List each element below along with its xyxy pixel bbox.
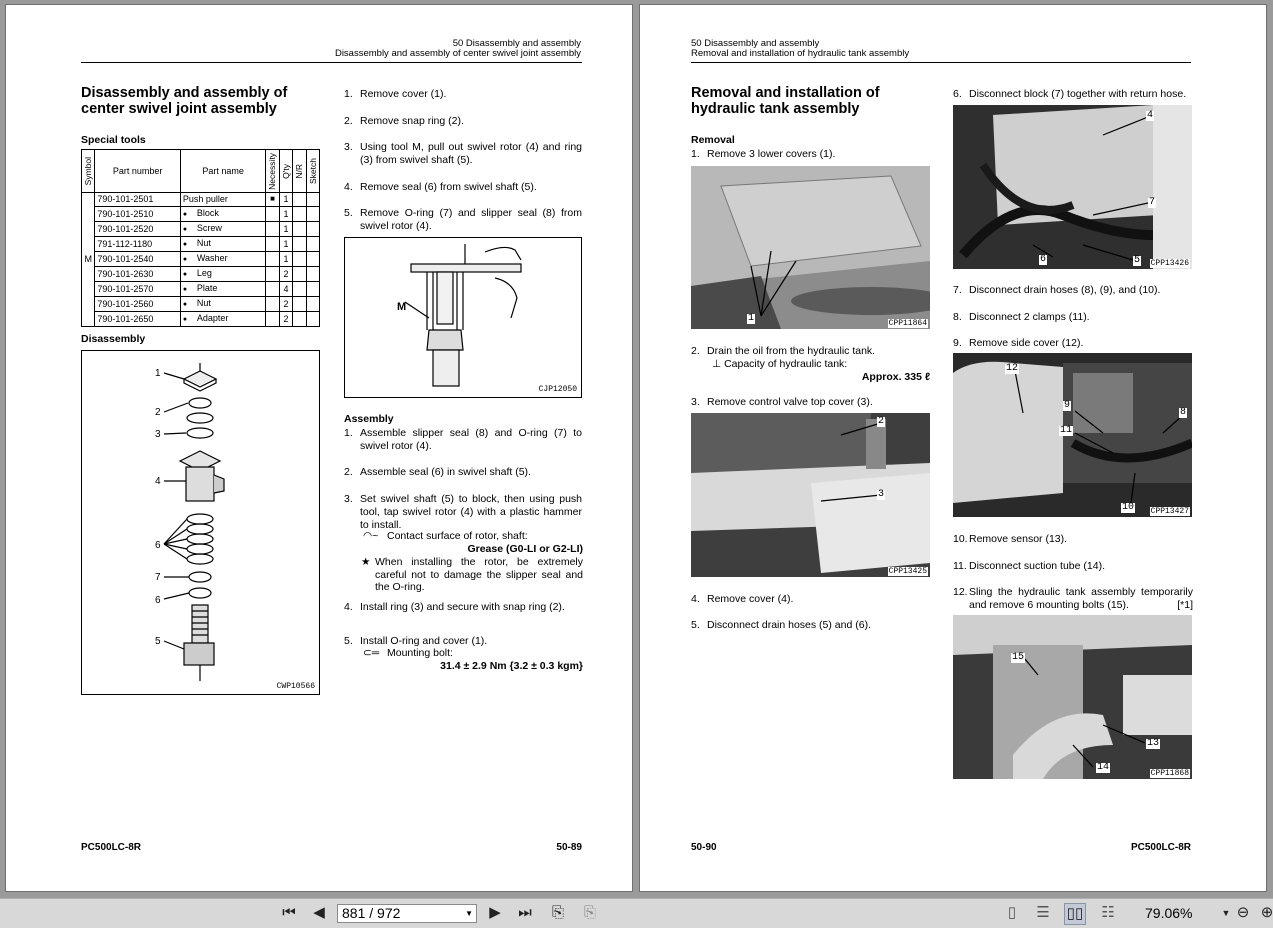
col-necessity: Necessity: [267, 152, 278, 190]
photo-code: CPP11868: [1150, 769, 1189, 778]
part-number-cell: 790-101-2510: [95, 206, 181, 221]
step-text: Remove 3 lower covers (1).: [707, 148, 836, 160]
assembly-step-item: [344, 601, 582, 614]
table-row: [82, 221, 320, 236]
first-page-icon[interactable]: ⏮: [282, 904, 296, 921]
table-row: [82, 236, 320, 251]
necessity-cell: [266, 221, 279, 236]
viewer-toolbar: [0, 898, 1273, 928]
nr-cell: [293, 281, 306, 296]
qty-cell: 1: [279, 193, 292, 207]
exploded-label: 6: [155, 595, 161, 606]
exploded-label: 3: [155, 429, 161, 440]
necessity-cell: [266, 236, 279, 251]
removal-heading: Removal: [691, 134, 735, 146]
step-text: Remove snap ring (2).: [360, 115, 464, 127]
photo-code: CPP13425: [888, 567, 927, 576]
zoom-dropdown-icon[interactable]: ▼: [1221, 908, 1231, 918]
necessity-cell: [266, 281, 279, 296]
left-page: [5, 4, 633, 892]
sketch-cell: [306, 311, 319, 326]
photo-control-valve-cover: [691, 413, 930, 577]
step-text: Remove sensor (13).: [969, 533, 1068, 545]
exploded-view-drawing: [82, 351, 319, 694]
part-number-cell: 790-101-2520: [95, 221, 181, 236]
part-name: Push puller: [182, 194, 228, 205]
nr-cell: [293, 221, 306, 236]
bullet-icon: ●: [182, 285, 188, 293]
footer-model: PC500LC-8R: [81, 842, 142, 853]
exploded-label: 7: [155, 572, 161, 583]
step-text: Remove O-ring (7) and slipper seal (8) from swivel rotor (4).: [360, 207, 582, 232]
bullet-icon: ●: [182, 255, 188, 263]
photo-label: 3: [878, 489, 885, 500]
step-text: Disconnect block (7) together with return hose.: [969, 88, 1187, 100]
sketch-cell: [306, 193, 319, 207]
go-forward-icon[interactable]: ⎘: [583, 904, 596, 921]
step-number: 5.: [344, 207, 353, 219]
qty-cell: 1: [279, 236, 292, 251]
table-row: [82, 266, 320, 281]
photo-label: 11: [1060, 425, 1073, 436]
step-text: Assemble slipper seal (8) and O-ring (7) to swivel rotor (4).: [360, 427, 582, 452]
step-number: 8.: [953, 311, 962, 323]
part-name-cell: [180, 206, 266, 221]
photo-label: 13: [1147, 738, 1160, 749]
photo-label: 15: [1012, 652, 1025, 663]
photo-side-cover: [953, 353, 1192, 517]
step-number: 5.: [344, 635, 353, 647]
exploded-label: 1: [155, 368, 161, 379]
footer-page-number: 50-89: [556, 842, 582, 853]
grease-icon: ◠~: [363, 530, 379, 542]
sketch-cell: [306, 251, 319, 266]
col-part-number: Part number: [95, 150, 181, 193]
photo-drawing: [691, 166, 930, 329]
sketch-cell: [306, 236, 319, 251]
part-number-cell: 791-112-1180: [95, 236, 181, 251]
photo-label: 2: [878, 416, 885, 427]
next-page-icon[interactable]: ▶: [489, 904, 501, 921]
assembly-step-item: [344, 427, 582, 453]
symbol-cell: M: [82, 193, 95, 327]
capacity-text: Capacity of hydraulic tank:: [724, 358, 848, 370]
header-line: 50 Disassembly and assembly: [691, 38, 820, 49]
header-line: Removal and installation of hydraulic tank assembly: [691, 48, 910, 59]
two-page-continuous-icon[interactable]: ☷: [1101, 904, 1115, 921]
part-name-cell: [180, 266, 266, 281]
photo-label: 9: [1064, 400, 1071, 411]
puller-drawing: [345, 238, 581, 397]
part-number-cell: 790-101-2630: [95, 266, 181, 281]
qty-cell: 1: [279, 206, 292, 221]
table-row: [82, 206, 320, 221]
qty-cell: 1: [279, 221, 292, 236]
assembly-step-item: [344, 493, 582, 532]
step-number: 5.: [691, 619, 700, 631]
header-rule: [81, 62, 582, 63]
sketch-cell: [306, 221, 319, 236]
step-number: 7.: [953, 284, 962, 296]
part-name-cell: [180, 193, 266, 207]
step-text: Using tool M, pull out swivel rotor (4) and ring (3) from swivel shaft (5).: [360, 141, 582, 166]
step-text: Drain the oil from the hydraulic tank.: [707, 345, 876, 357]
page-number-input[interactable]: [337, 904, 477, 923]
necessity-cell: [266, 206, 279, 221]
part-name: Block: [196, 207, 219, 218]
step-text: Disconnect suction tube (14).: [969, 560, 1105, 572]
step-number: 1.: [344, 427, 353, 439]
step-item: [344, 207, 582, 233]
qty-cell: 2: [279, 311, 292, 326]
capacity-value: Approx. 335 ℓ: [861, 371, 930, 383]
wrench-icon: ⊂═: [363, 647, 380, 659]
part-name-cell: [180, 221, 266, 236]
figure-code: CWP10566: [276, 682, 315, 691]
page-title: [81, 85, 287, 117]
exploded-view-figure: [81, 350, 320, 695]
go-back-icon[interactable]: ⎘: [551, 904, 564, 921]
nr-cell: [293, 193, 306, 207]
photo-label: 6: [1040, 254, 1047, 265]
part-name-cell: [180, 251, 266, 266]
puller-figure: [344, 237, 582, 398]
qty-cell: 2: [279, 266, 292, 281]
table-row: [82, 311, 320, 326]
necessity-cell: [266, 311, 279, 326]
step-number: 10.: [953, 533, 968, 545]
nr-cell: [293, 311, 306, 326]
table-header-row: [82, 150, 320, 193]
exploded-label: 5: [155, 636, 161, 647]
zoom-level[interactable]: 79.06%: [1145, 905, 1193, 921]
exploded-label: 2: [155, 407, 161, 418]
col-symbol: Symbol: [83, 156, 93, 186]
assembly-step-item: [344, 466, 582, 479]
step-number: 4.: [691, 593, 700, 605]
special-tools-heading: Special tools: [81, 134, 146, 146]
step-text: Install ring (3) and secure with snap ring (2).: [360, 601, 565, 613]
step-number: 2.: [691, 345, 700, 357]
step-number: 6.: [953, 88, 962, 100]
step-number: 2.: [344, 115, 353, 127]
part-number-cell: 790-101-2540: [95, 251, 181, 266]
header-line: 50 Disassembly and assembly: [452, 38, 581, 49]
torque-note: [363, 647, 583, 673]
tool-label: M: [397, 301, 407, 313]
step-reference: [*1]: [1177, 599, 1193, 611]
special-tools-table: [81, 149, 320, 327]
photo-label: 10: [1122, 502, 1135, 513]
title-line: hydraulic tank assembly: [691, 101, 860, 117]
assembly-heading: Assembly: [344, 413, 394, 425]
photo-drawing: [953, 615, 1192, 779]
part-name-cell: [180, 296, 266, 311]
step-item: [344, 141, 582, 167]
table-row: [82, 193, 320, 207]
photo-drawing: [691, 413, 930, 577]
photo-block-return-hose: [953, 105, 1192, 269]
step-number: 4.: [344, 181, 353, 193]
part-number-cell: 790-101-2650: [95, 311, 181, 326]
page-indicator-text: 881 / 972: [342, 905, 401, 921]
part-name: Adapter: [196, 312, 229, 323]
nr-cell: [293, 251, 306, 266]
part-name: Screw: [196, 222, 222, 233]
part-name: Nut: [196, 237, 211, 248]
sketch-cell: [306, 206, 319, 221]
step-text: Assemble seal (6) in swivel shaft (5).: [360, 466, 531, 478]
sketch-cell: [306, 296, 319, 311]
part-name-cell: [180, 236, 266, 251]
page-title: [691, 85, 880, 117]
right-page: [639, 4, 1267, 892]
col-nr: N/R: [294, 163, 305, 179]
exploded-label: 6: [155, 540, 161, 551]
star-icon: ★: [361, 556, 371, 568]
bullet-icon: ●: [182, 240, 188, 248]
col-qty: Q'ty: [280, 163, 291, 179]
nr-cell: [293, 266, 306, 281]
photo-label: 5: [1134, 255, 1141, 266]
step-text: Remove side cover (12).: [969, 337, 1084, 349]
photo-label: 7: [1149, 197, 1156, 208]
footer-page-number: 50-90: [691, 842, 717, 853]
table-row: [82, 296, 320, 311]
single-page-icon[interactable]: ▯: [1007, 904, 1017, 921]
title-line: Removal and installation of: [691, 85, 880, 101]
sketch-cell: [306, 266, 319, 281]
step-text: Remove cover (4).: [707, 593, 794, 605]
part-name: Plate: [196, 282, 218, 293]
step-number: 3.: [691, 396, 700, 408]
continuous-icon[interactable]: ☰: [1036, 904, 1050, 921]
part-name-cell: [180, 311, 266, 326]
step-number: 12.: [953, 586, 968, 598]
part-number-cell: 790-101-2570: [95, 281, 181, 296]
grease-note: [363, 530, 583, 556]
photo-label: 14: [1097, 762, 1110, 773]
table-row: [82, 281, 320, 296]
photo-code: CPP13427: [1150, 507, 1189, 516]
running-header: [691, 39, 909, 59]
step-item: [344, 88, 582, 101]
step-text: Remove cover (1).: [360, 88, 447, 100]
grease-value: Grease (G0-LI or G2-LI): [467, 543, 583, 555]
step-item: [344, 115, 582, 128]
step-number: 4.: [344, 601, 353, 613]
step-text: Disconnect 2 clamps (11).: [969, 311, 1090, 323]
star-note: [361, 556, 583, 594]
nr-cell: [293, 206, 306, 221]
chevron-down-icon[interactable]: ▼: [465, 909, 473, 918]
nr-cell: [293, 296, 306, 311]
sketch-cell: [306, 281, 319, 296]
necessity-cell: [266, 296, 279, 311]
photo-suction-tube: [953, 615, 1192, 779]
prev-page-icon[interactable]: ◀: [313, 904, 325, 921]
step-number: 3.: [344, 141, 353, 153]
nr-cell: [293, 236, 306, 251]
title-line: center swivel joint assembly: [81, 101, 277, 117]
step-number: 9.: [953, 337, 962, 349]
zoom-out-icon[interactable]: ⊖: [1236, 904, 1250, 921]
step-text: Set swivel shaft (5) to block, then using push tool, tap swivel rotor (4) with a plastic hammer to install.: [360, 493, 582, 531]
step-item: [344, 181, 582, 194]
footer-model: PC500LC-8R: [1130, 842, 1191, 853]
photo-label: 8: [1180, 407, 1187, 418]
title-line: Disassembly and assembly of: [81, 85, 288, 101]
step-number: 3.: [344, 493, 353, 505]
col-part-name: Part name: [180, 150, 266, 193]
photo-label: 1: [748, 313, 755, 324]
part-name: Washer: [196, 252, 228, 263]
step-number: 2.: [344, 466, 353, 478]
exploded-label: 4: [155, 476, 161, 487]
bullet-icon: ●: [182, 210, 188, 218]
grease-note-text: Contact surface of rotor, shaft:: [387, 530, 528, 542]
photo-label: 4: [1147, 110, 1154, 121]
assembly-step-item: [344, 635, 582, 648]
header-line: Disassembly and assembly of center swivel joint assembly: [334, 48, 581, 59]
torque-note-text: Mounting bolt:: [387, 647, 453, 659]
step-text: Disconnect drain hoses (5) and (6).: [707, 619, 871, 631]
step-number: 11.: [953, 560, 967, 572]
part-name: Nut: [196, 297, 211, 308]
step-text: Install O-ring and cover (1).: [360, 635, 488, 647]
photo-drawing: [953, 105, 1192, 269]
star-note-text: When installing the rotor, be extremely careful not to damage the slipper seal and the O-ring.: [375, 556, 583, 593]
disassembly-heading: Disassembly: [81, 333, 146, 345]
qty-cell: 1: [279, 251, 292, 266]
photo-code: CPP11864: [888, 319, 927, 328]
bullet-icon: ●: [182, 270, 188, 278]
bullet-icon: ●: [182, 315, 188, 323]
step-number: 1.: [691, 148, 700, 160]
necessity-cell: ■: [266, 193, 279, 207]
bullet-icon: ●: [182, 225, 188, 233]
header-rule: [691, 62, 1191, 63]
zoom-in-icon[interactable]: ⊕: [1260, 904, 1273, 921]
part-name: Leg: [196, 267, 212, 278]
figure-code: CJP12050: [538, 385, 577, 394]
necessity-cell: [266, 266, 279, 281]
table-row: [82, 251, 320, 266]
step-text: Remove control valve top cover (3).: [707, 396, 873, 408]
last-page-icon[interactable]: ⏭: [518, 904, 532, 921]
step-text: Sling the hydraulic tank assembly temporarily and remove 6 mounting bolts (15).: [969, 586, 1193, 611]
qty-cell: 2: [279, 296, 292, 311]
photo-label: 12: [1006, 363, 1019, 374]
photo-code: CPP13426: [1150, 259, 1189, 268]
bullet-icon: ●: [182, 300, 188, 308]
two-page-icon[interactable]: ▯▯: [1064, 903, 1086, 925]
part-number-cell: 790-101-2501: [95, 193, 181, 207]
step-text: Remove seal (6) from swivel shaft (5).: [360, 181, 537, 193]
step-text: Disconnect drain hoses (8), (9), and (10).: [969, 284, 1161, 296]
capacity-note: [712, 358, 847, 370]
drain-icon: ⊥: [712, 358, 725, 370]
col-sketch: Sketch: [307, 158, 318, 184]
necessity-cell: [266, 251, 279, 266]
qty-cell: 4: [279, 281, 292, 296]
step-number: 1.: [344, 88, 353, 100]
part-name-cell: [180, 281, 266, 296]
photo-lower-covers: [691, 166, 930, 329]
running-header: [335, 39, 581, 59]
torque-value: 31.4 ± 2.9 Nm {3.2 ± 0.3 kgm}: [440, 660, 583, 672]
part-number-cell: 790-101-2560: [95, 296, 181, 311]
